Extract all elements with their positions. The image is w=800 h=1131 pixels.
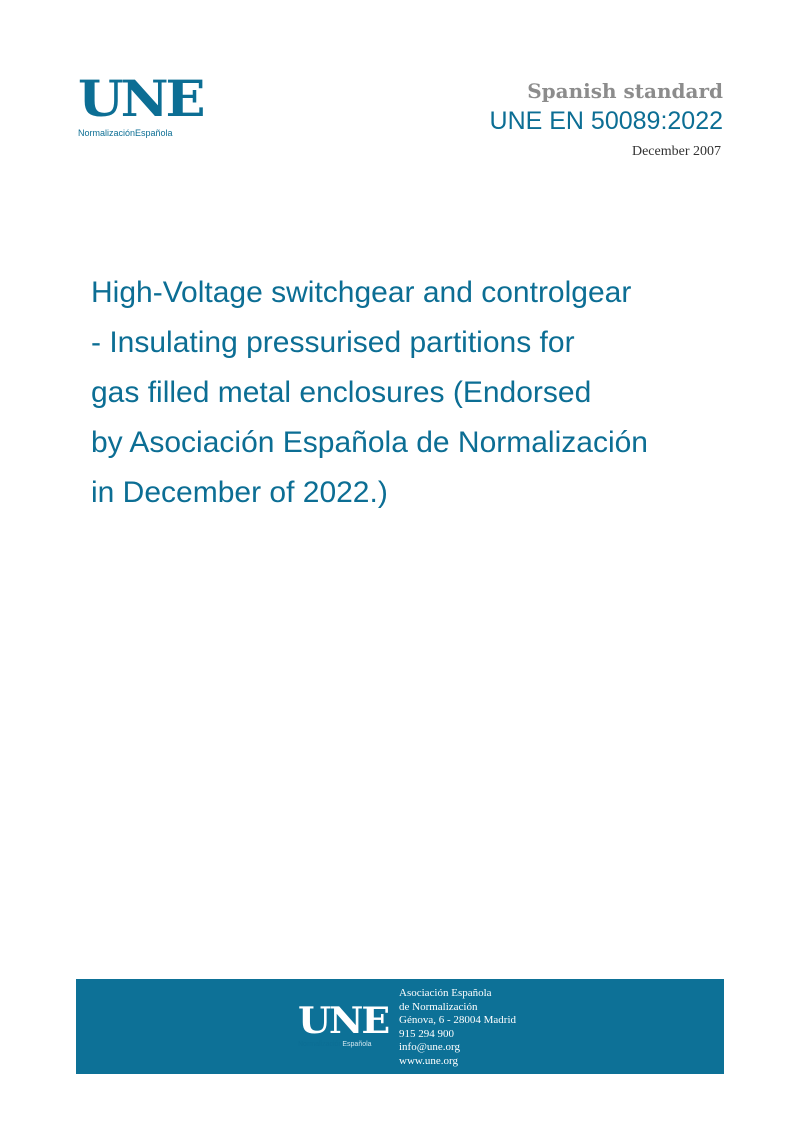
title-line: - Insulating pressurised partitions for [91, 326, 575, 359]
une-logo-subtitle-a: Normalización [78, 128, 136, 138]
une-logo [78, 69, 208, 144]
publisher-footer [76, 979, 724, 1074]
standard-date: December 2007 [631, 144, 721, 159]
standard-header [490, 79, 723, 161]
footer-logo-subtitle-a: Normalización [298, 1041, 343, 1048]
contact-website: www.une.org [399, 1054, 458, 1067]
footer-une-logo [298, 1000, 389, 1048]
document-title [91, 268, 731, 518]
une-logo-subtitle [78, 128, 208, 138]
publisher-contact [399, 987, 516, 1068]
title-line: in December of 2022.) [91, 476, 388, 509]
title-line: by Asociación Española de Normalización [91, 426, 648, 459]
une-logo-mark: UNE [78, 69, 203, 128]
title-line: High-Voltage switchgear and controlgear [91, 276, 632, 309]
title-line: gas filled metal enclosures (Endorsed [91, 376, 592, 409]
footer-logo-subtitle [298, 1041, 384, 1048]
contact-address: Génova, 6 - 28004 Madrid [399, 1014, 517, 1026]
contact-org-line-2: de Normalización [399, 1000, 478, 1013]
footer-logo-mark: UNE [298, 1000, 389, 1042]
contact-phone: 915 294 900 [399, 1027, 454, 1040]
une-logo-subtitle-b: Española [135, 128, 173, 138]
standard-kind: Spanish standard [527, 79, 723, 103]
standard-code: UNE EN 50089:2022 [489, 107, 723, 135]
contact-email: info@une.org [399, 1041, 460, 1053]
footer-logo-subtitle-b: Española [342, 1041, 372, 1048]
contact-org-line-1: Asociación Española [399, 987, 492, 999]
